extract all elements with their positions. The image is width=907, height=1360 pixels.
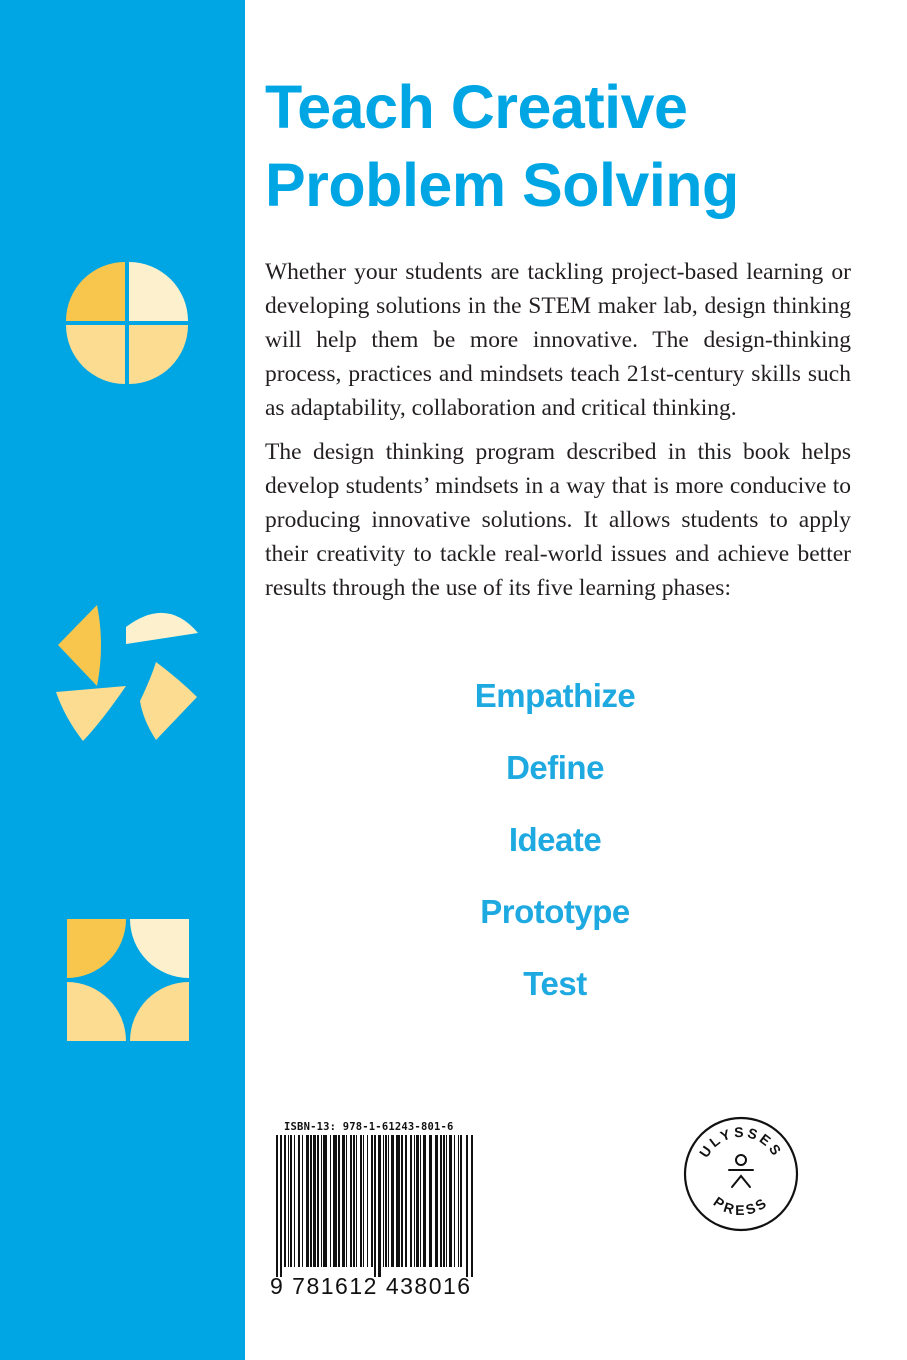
phase-empathize: Empathize xyxy=(474,677,636,714)
blurb-paragraph-2: The design thinking program described in this book helps develop students’ mindsets in a way that is more conducive to producing innovative solutions. It allows students to apply their creativity to tackle real-world issues and achieve better results through the use of its five learning phases: xyxy=(265,439,851,601)
blurb xyxy=(265,255,851,615)
cover-title xyxy=(265,68,885,224)
svg-text:PRESS: PRESS xyxy=(710,1193,772,1219)
title-line-1: Teach Creative xyxy=(265,73,688,141)
title-line-2: Problem Solving xyxy=(265,151,739,219)
isbn-label: ISBN-13: 978-1-61243-801-6 xyxy=(284,1121,454,1133)
quartered-circle-icon xyxy=(66,262,188,384)
svg-text:ULYSSES: ULYSSES xyxy=(695,1123,787,1161)
pinwheel-petals-icon xyxy=(52,600,202,746)
four-point-star-square-icon xyxy=(67,919,189,1041)
phase-test: Test xyxy=(523,965,587,1002)
blurb-paragraph-1: Whether your students are tackling project-based learning or developing solutions in the STEM maker lab, design thinking will help them be more innovative. The design-thinking process, practices and mindsets teach 21st-century skills such as adaptability, collaboration and critical thinking. xyxy=(265,259,851,421)
phases-list xyxy=(400,672,710,1032)
phase-define: Define xyxy=(506,749,604,786)
barcode-icon xyxy=(276,1135,474,1277)
phase-prototype: Prototype xyxy=(480,893,630,930)
phase-ideate: Ideate xyxy=(508,821,602,858)
ulysses-press-logo xyxy=(682,1115,800,1233)
cover-sidebar xyxy=(0,0,245,1360)
barcode-digits: 9 781612 438016 xyxy=(270,1273,472,1299)
